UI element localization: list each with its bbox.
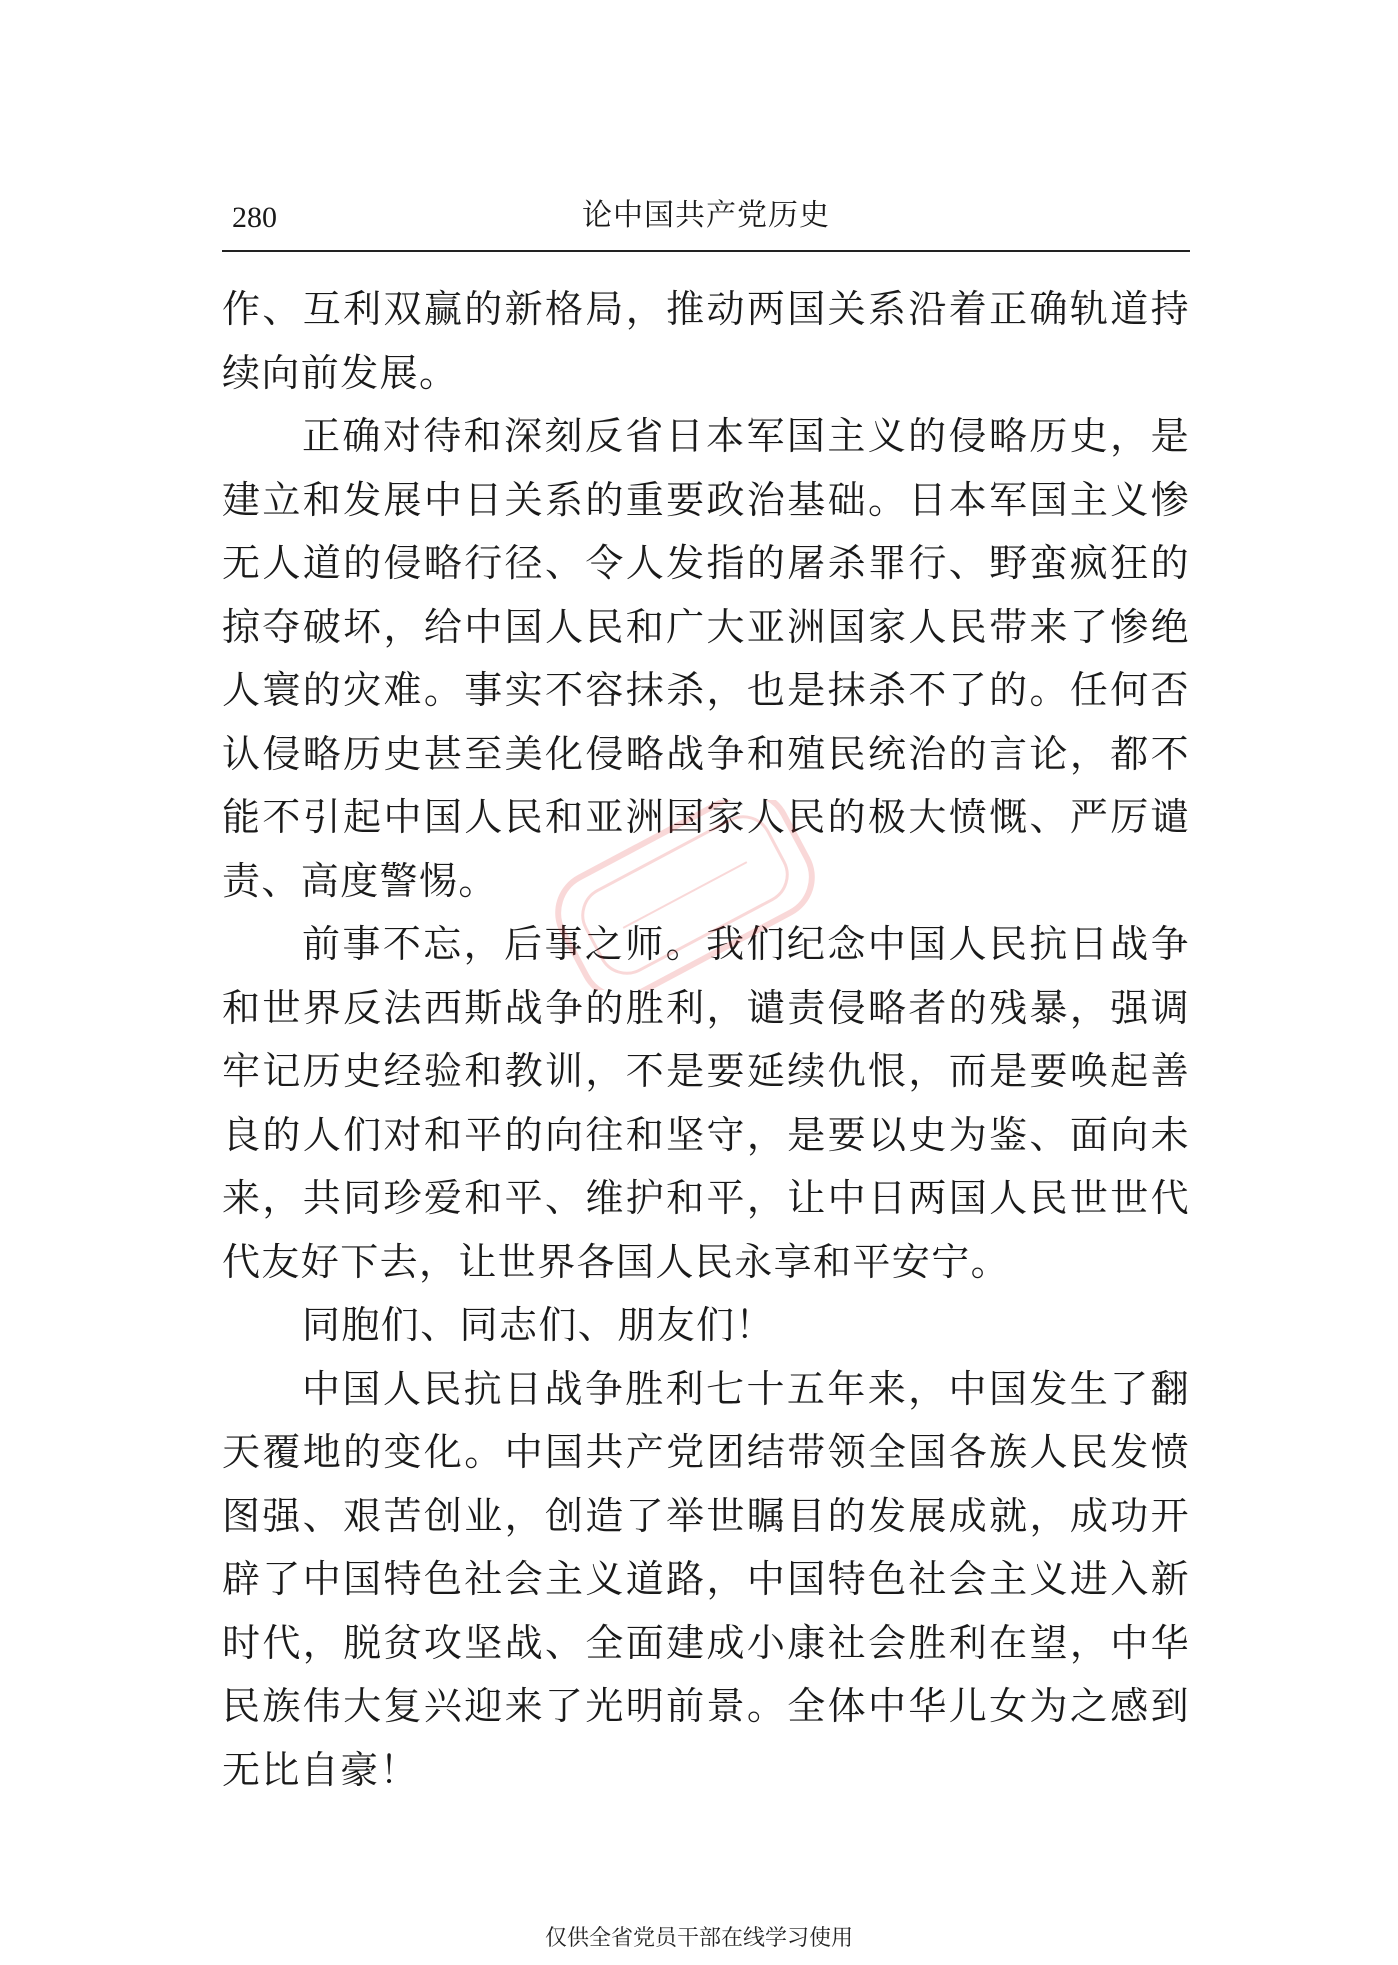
body-text — [222, 278, 1190, 1802]
running-header — [222, 196, 1190, 242]
paragraph-salutation: 同胞们、同志们、朋友们！ — [302, 1303, 775, 1347]
paragraph: 中国人民抗日战争胜利七十五年来，中国发生了翻天覆地的变化。中国共产党团结带领全国各族人民发愤图强、艰苦创业，创造了举世瞩目的发展成就，成功开辟了中国特色社会主义道路，中国特色社会主义进入新时代，脱贫攻坚战、全面建成小康社会胜利在望，中华民族伟大复兴迎来了光明前景。全体中华儿女为之感到无比自豪！ — [222, 1366, 1190, 1792]
paragraph: 正确对待和深刻反省日本军国主义的侵略历史，是建立和发展中日关系的重要政治基础。日本军国主义惨无人道的侵略行径、令人发指的屠杀罪行、野蛮疯狂的掠夺破坏，给中国人民和广大亚洲国家人民带来了惨绝人寰的灾难。事实不容抹杀，也是抹杀不了的。任何否认侵略历史甚至美化侵略战争和殖民统治的言论，都不能不引起中国人民和亚洲国家人民的极大愤慨、严厉谴责、高度警惕。 — [222, 414, 1190, 903]
paragraph-continuation: 作、互利双赢的新格局，推动两国关系沿着正确轨道持续向前发展。 — [222, 287, 1190, 395]
paragraph: 前事不忘，后事之师。我们纪念中国人民抗日战争和世界反法西斯战争的胜利，谴责侵略者的残暴，强调牢记历史经验和教训，不是要延续仇恨，而是要唤起善良的人们对和平的向往和坚守，是要以史为鉴、面向未来，共同珍爱和平、维护和平，让中日两国人民世世代代友好下去，让世界各国人民永享和平安宁。 — [222, 922, 1190, 1284]
book-title: 论中国共产党历史 — [582, 198, 830, 233]
footer-note: 仅供全省党员干部在线学习使用 — [544, 1926, 853, 1951]
page-number: 280 — [232, 201, 277, 234]
header-divider — [222, 250, 1190, 252]
